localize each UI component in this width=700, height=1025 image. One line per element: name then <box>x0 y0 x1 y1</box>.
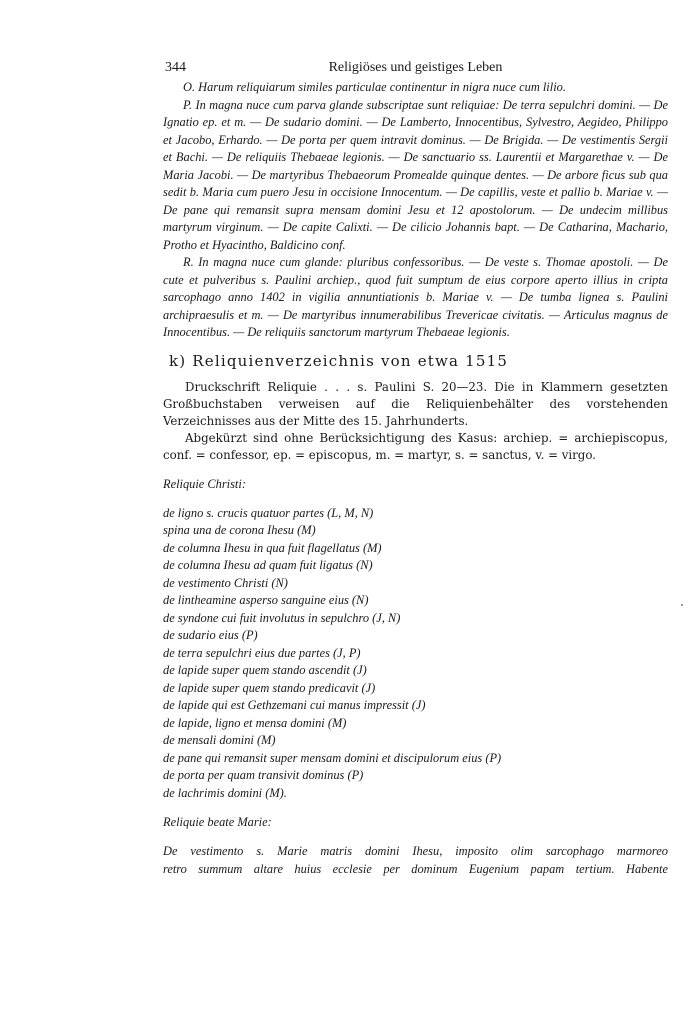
text-line: De vestimento s. Marie matris domini Ihesu, imposito olim sarcophago marmoreo <box>163 844 668 858</box>
list-item: de lintheamine asperso sanguine eius (N) <box>163 593 369 607</box>
reliquie-mariae-title: Reliquie beate Marie: <box>163 815 272 829</box>
reliquie-mariae-text <box>163 843 668 878</box>
list-item: de lapide super quem stando predicavit (J) <box>163 680 376 695</box>
list-item: de terra sepulchri eius due partes (J, P) <box>163 645 361 660</box>
entry-r: R. In magna nuce cum glande: pluribus confessoribus. — De veste s. Thomae apostoli. — De cute et pulveribus s. Paulini archiep., quod fuit sumptum de eius corpore aperto illius in cripta sarcophago anno 1402 in vigilia annuntiationis b. Mariae v. — De tumba lignea s. Paulini archipraesulis et m. — De martyribus innumerabilibus Trevericae civitatis. — Articulus magnus de Innocentibus. — De reliquiis sanctorum martyrum Thebaeae legionis. <box>163 255 668 339</box>
list-item: de syndone cui fuit involutus in sepulchro (J, N) <box>163 610 401 625</box>
list-item: de vestimento Christi (N) <box>163 575 288 590</box>
running-title: Religiöses und geistiges Leben <box>328 60 503 75</box>
margin-speck <box>681 604 683 606</box>
reliquie-christi-title: Reliquie Christi: <box>163 476 246 491</box>
entry-p: P. In magna nuce cum parva glande subscriptae sunt reliquiae: De terra sepulchri domini. — De Ignatio ep. et m. — De sudario domini. — De Lamberto, Innocentibus, Sylvestro, Aegideo, Philippo et Jacobo, Erhardo. — De porta per quem intravit dominus. — De Brigida. — De vestimentis Sergii et Bachi. — De reliquiis Thebaeae legionis. — De sanctuario ss. Laurentii et Margarethae v. — De Maria Jacobi. — De martyribus Thebaeorum Promealde quinque dentes. — De arbore ficus sub qua sedit b. Maria cum puero Jesu in occisione Innocentum. — De capillis, veste et pallio b. Mariae v. — De pane qui remansit supra mensam domini Jesu et 12 apostolorum. — De undecim millibus martyrum virginum. — De capite Calixti. — De cilicio Johannis bapt. — De Catharina, Machario, Protho et Hyacintho, Baldicino conf. <box>163 97 668 252</box>
page-number: 344 <box>165 60 186 75</box>
page <box>163 55 668 878</box>
list-item: de lachrimis domini (M). <box>163 785 287 800</box>
list-item: de sudario eius (P) <box>163 628 258 642</box>
intro-paragraph: Druckschrift Reliquie . . . s. Paulini S. 20—23. Die in Klammern gesetzten Großbuchstaben verweisen auf die Reliquienbehälter des vorstehenden Verzeichnisses aus der Mitte des 15. Jahrhunderts. <box>163 379 668 428</box>
list-item: de lapide, ligno et mensa domini (M) <box>163 715 347 730</box>
list-item: de columna Ihesu in qua fuit flagellatus (M) <box>163 540 382 555</box>
page-header <box>163 55 668 79</box>
list-item: de porta per quam transivit dominus (P) <box>163 768 364 782</box>
section-heading: k) Reliquienverzeichnis von etwa 1515 <box>169 351 509 370</box>
reliquie-christi-list <box>163 505 668 803</box>
list-item: de ligno s. crucis quatuor partes (L, M, N) <box>163 505 374 520</box>
list-item: spina una de corona Ihesu (M) <box>163 523 316 537</box>
entry-o: O. Harum reliquiarum similes particulae continentur in nigra nuce cum lilio. <box>183 80 566 94</box>
list-item: de columna Ihesu ad quam fuit ligatus (N) <box>163 558 373 572</box>
text-line: retro summum altare huius ecclesie per dominum Eugenium papam tertium. Habente <box>163 861 668 876</box>
list-item: de pane qui remansit super mensam domini et discipulorum eius (P) <box>163 750 502 765</box>
list-item: de lapide super quem stando ascendit (J) <box>163 663 367 677</box>
list-item: de mensali domini (M) <box>163 733 276 747</box>
list-item: de lapide qui est Gethzemani cui manus impressit (J) <box>163 698 426 712</box>
abbreviation-paragraph: Abgekürzt sind ohne Berücksichtigung des Kasus: archiep. = archiepiscopus, conf. = confessor, ep. = episcopus, m. = martyr, s. = sanctus, v. = virgo. <box>163 430 668 462</box>
